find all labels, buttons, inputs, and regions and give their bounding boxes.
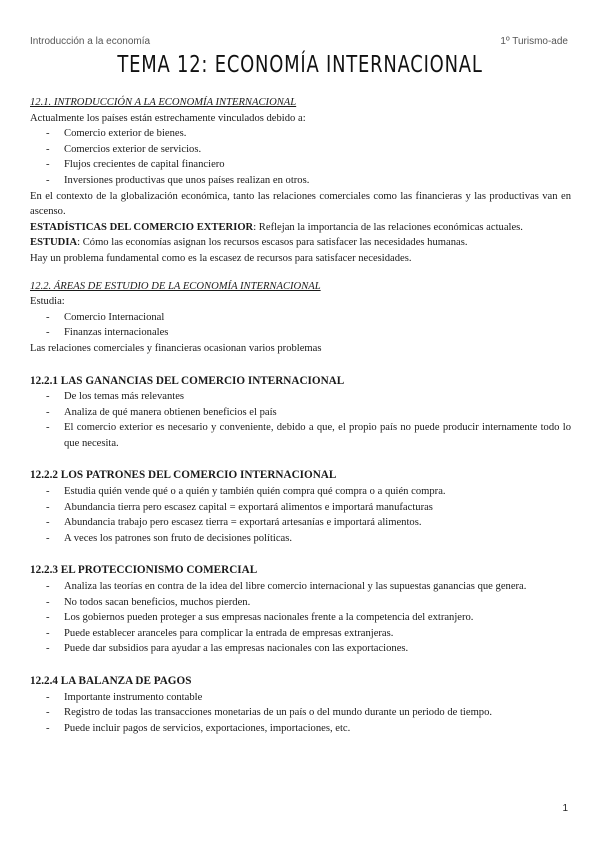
subsection-heading-12-2-2: 12.2.2 LOS PATRONES DEL COMERCIO INTERNACIONAL: [30, 469, 337, 482]
bullet-list: [30, 690, 571, 737]
study-definition: [30, 235, 571, 251]
bullet-list: [30, 484, 571, 546]
header-course: Introducción a la economía: [30, 36, 151, 47]
list-item: - Analiza las teorías en contra de la idea del libre comercio internacional y las supuestas ganancias que genera.: [30, 579, 571, 595]
bullet-list: [30, 389, 571, 451]
section-heading-12-2: 12.2. ÁREAS DE ESTUDIO DE LA ECONOMÍA INTERNACIONAL: [30, 280, 321, 292]
header-degree: 1º Turismo-ade: [500, 36, 568, 47]
subsection-heading-12-2-3: 12.2.3 EL PROTECCIONISMO COMERCIAL: [30, 564, 258, 577]
stats-term: ESTADÍSTICAS DEL COMERCIO EXTERIOR: [30, 221, 254, 233]
paragraph: En el contexto de la globalización económica, tanto las relaciones comerciales como las financieras y las productivas van en ascenso.: [30, 190, 571, 218]
subsection-heading-12-2-4: 12.2.4 LA BALANZA DE PAGOS: [30, 675, 192, 687]
page-number: 1: [562, 803, 568, 814]
list-item: - A veces los patrones son fruto de decisiones políticas.: [30, 531, 571, 547]
list-item: - Comercio exterior de bienes.: [30, 126, 571, 142]
list-item: - Abundancia trabajo pero escasez tierra = exportará artesanías e importará alimentos.: [30, 515, 571, 531]
list-item: - El comercio exterior es necesario y conveniente, debido a que, el propio país no puede producir internamente todo lo que necesita.: [30, 420, 571, 451]
list-item: - Comercio Internacional: [30, 310, 571, 326]
section-heading-12-1: 12.1. INTRODUCCIÓN A LA ECONOMÍA INTERNACIONAL: [30, 97, 297, 108]
list-item: - Puede establecer aranceles para complicar la entrada de empresas extranjeras.: [30, 626, 571, 642]
page-title: TEMA 12: ECONOMÍA INTERNACIONAL: [117, 52, 483, 78]
bullet-list: [30, 310, 571, 341]
list-item: - No todos sacan beneficios, muchos pierden.: [30, 595, 571, 611]
document-body: [30, 95, 571, 736]
list-item: - Abundancia tierra pero escasez capital = exportará alimentos e importará manufacturas: [30, 500, 571, 516]
list-item: - Flujos crecientes de capital financiero: [30, 157, 571, 173]
subsection-heading-12-2-1: 12.2.1 LAS GANANCIAS DEL COMERCIO INTERNACIONAL: [30, 374, 345, 387]
stats-text: : Reflejan la importancia de las relaciones económicas actuales.: [253, 221, 523, 233]
list-item: - De los temas más relevantes: [30, 389, 571, 405]
paragraph: Las relaciones comerciales y financieras ocasionan varios problemas: [30, 342, 322, 354]
list-item: - Analiza de qué manera obtienen beneficios el país: [30, 405, 571, 421]
section-intro: Actualmente los países están estrechamente vinculados debido a:: [30, 112, 306, 124]
bullet-list: [30, 126, 571, 188]
bullet-list: [30, 579, 571, 657]
list-item: - Importante instrumento contable: [30, 690, 571, 706]
list-item: - Puede incluir pagos de servicios, exportaciones, importaciones, etc.: [30, 721, 571, 737]
list-item: - Los gobiernos pueden proteger a sus empresas nacionales frente a la competencia del extranjero.: [30, 610, 571, 626]
list-item: - Finanzas internacionales: [30, 325, 571, 341]
study-term: ESTUDIA: [30, 237, 78, 249]
stats-definition: [30, 220, 571, 236]
list-item: - Registro de todas las transacciones monetarias de un país o del mundo durante un periodo de tiempo.: [30, 705, 571, 721]
list-item: - Estudia quién vende qué o a quién y también quién compra qué compra o a quién compra.: [30, 484, 571, 500]
list-item: - Comercios exterior de servicios.: [30, 142, 571, 158]
paragraph: Hay un problema fundamental como es la escasez de recursos para satisfacer necesidades.: [30, 252, 412, 264]
section-intro: Estudia:: [30, 296, 65, 308]
study-text: : Cómo las economías asignan los recursos escasos para satisfacer las necesidades humanas.: [77, 237, 468, 249]
list-item: - Inversiones productivas que unos países realizan en otros.: [30, 173, 571, 189]
list-item: - Puede dar subsidios para ayudar a las empresas nacionales con las exportaciones.: [30, 641, 571, 657]
